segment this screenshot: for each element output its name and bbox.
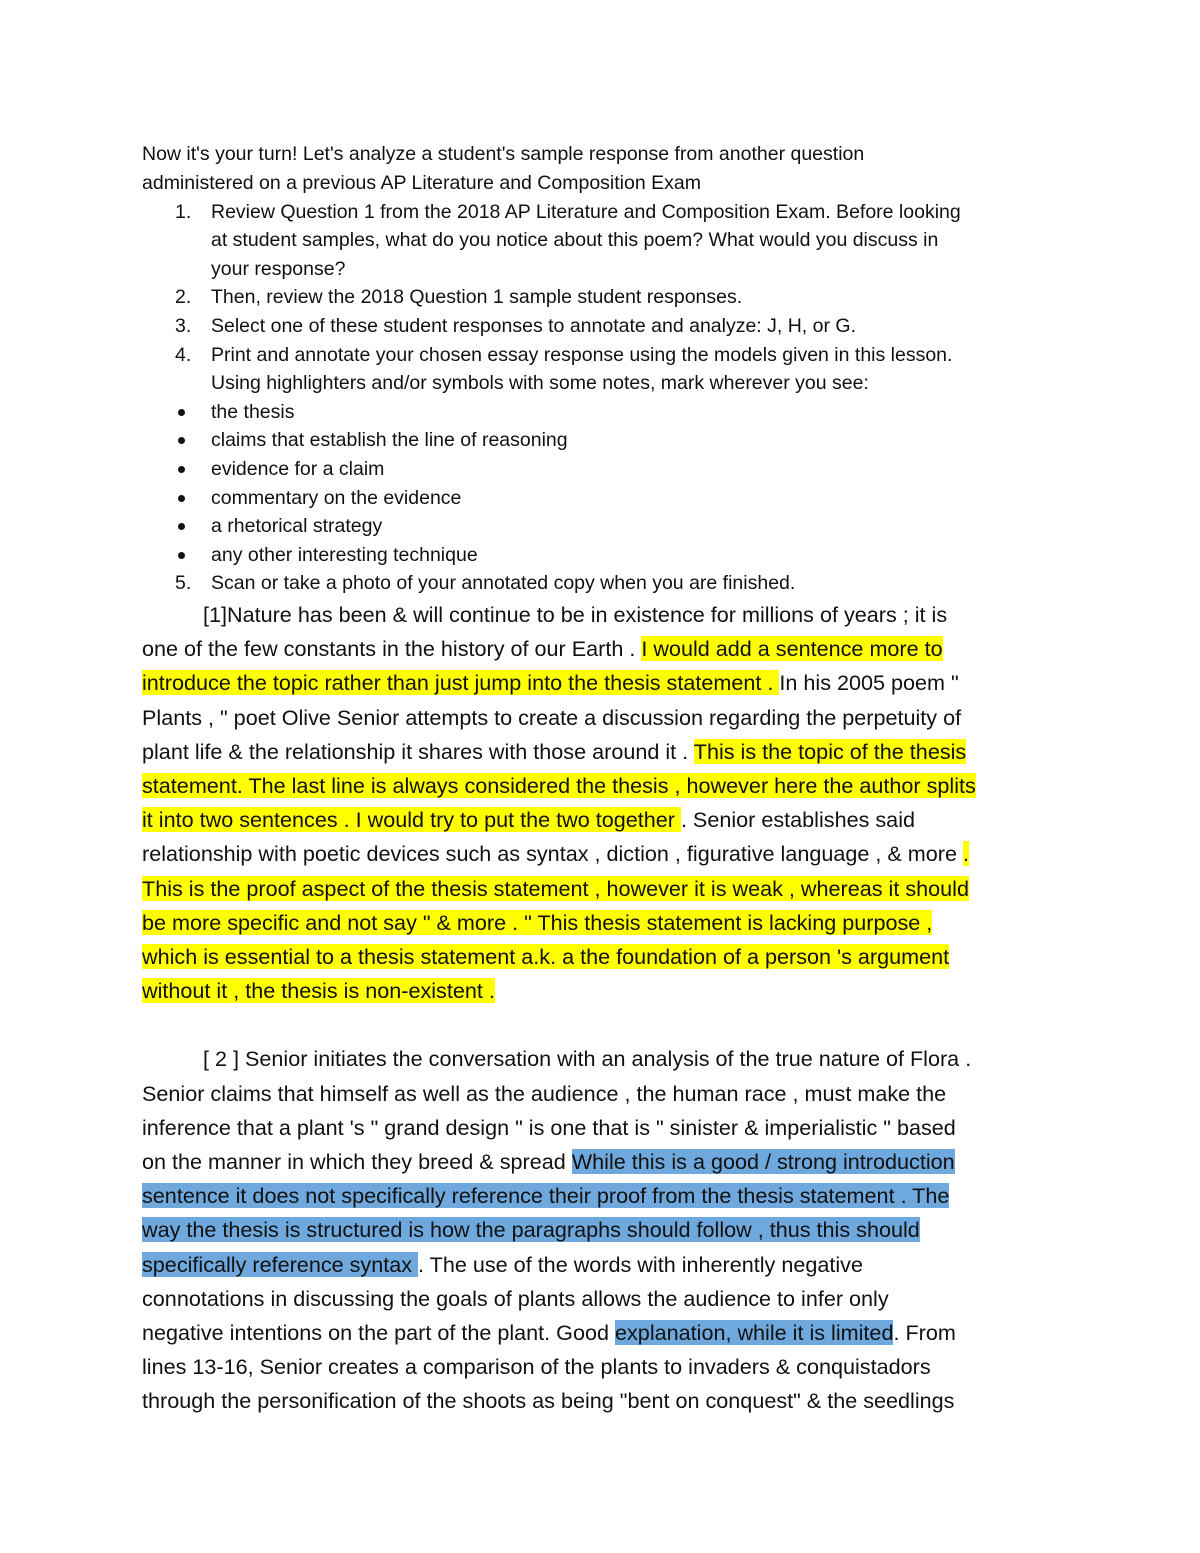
yellow-highlight-comment: statement. The last line is always considered the thesis , however here the author splits [142,772,976,798]
step-number: 1. [175,200,192,223]
bullet-icon [178,409,185,416]
bullet-icon [178,437,185,444]
step-line: Then, review the 2018 Question 1 sample student responses. [211,286,743,309]
essay-text: on the manner in which they breed & spread [142,1148,572,1174]
step-line: Review Question 1 from the 2018 AP Literature and Composition Exam. Before looking [211,200,961,223]
essay-text: lines 13-16, Senior creates a comparison of the plants to invaders & conquistadors [142,1354,931,1380]
document-page [142,140,1062,1419]
paragraph-gap [142,1008,1062,1042]
annotation-checklist [142,398,1062,570]
essay-text: one of the few constants in the history of our Earth . [142,636,642,662]
yellow-highlight-comment: be more specific and not say " & more . " This thesis statement is lacking purpose , [142,909,933,935]
blue-highlight-comment: While this is a good / strong introduction [571,1148,955,1174]
step-item [142,283,1062,312]
blue-highlight-comment: explanation, while it is limited [615,1319,894,1345]
list-item-text: the thesis [211,400,295,423]
essay-text: connotations in discussing the goals of plants allows the audience to infer only [142,1285,889,1311]
step-line: Print and annotate your chosen essay response using the models given in this lesson. [211,343,953,366]
step-line: at student samples, what do you notice about this poem? What would you discuss in [211,229,939,252]
instruction-steps-final [142,569,1062,598]
intro-line: Now it's your turn! Let's analyze a student's sample response from another question [142,143,865,165]
blue-highlight-comment: way the thesis is structured is how the paragraphs should follow , thus this should [142,1217,920,1243]
essay-paragraph-1 [142,598,1062,1008]
essay-text: Plants , " poet Olive Senior attempts to create a discussion regarding the perpetuity of [142,704,962,730]
essay-text: relationship with poetic devices such as syntax , diction , figurative language , & more [142,841,963,867]
yellow-highlight-comment: This is the proof aspect of the thesis statement , however it is weak , whereas it should [142,875,969,901]
step-line: Select one of these student responses to annotate and analyze: J, H, or G. [211,314,856,337]
list-item-text: a rhetorical strategy [211,515,383,538]
essay-text: through the personification of the shoots as being "bent on conquest" & the seedlings [142,1388,955,1414]
step-number: 4. [175,343,192,366]
list-item [142,484,1062,513]
list-item-text: any other interesting technique [211,543,478,566]
list-item-text: commentary on the evidence [211,486,462,509]
list-item-text: claims that establish the line of reasoning [211,429,568,452]
step-item [142,341,1062,398]
step-item [142,312,1062,341]
essay-text: . Senior establishes said [680,807,915,833]
instruction-steps [142,198,1062,398]
bullet-icon [178,552,185,559]
step-line: Scan or take a photo of your annotated copy when you are finished. [211,572,796,595]
yellow-highlight-comment: introduce the topic rather than just jump into the thesis statement . [142,670,780,696]
essay-paragraph-2 [142,1042,1062,1418]
essay-text: . The use of the words with inherently negative [418,1251,863,1277]
essay-text: inference that a plant 's " grand design " is one that is " sinister & imperialistic " based [142,1114,956,1140]
intro-text [142,140,1062,198]
step-line: your response? [211,257,346,280]
yellow-highlight-comment: I would add a sentence more to [641,636,943,662]
list-item [142,398,1062,427]
blue-highlight-comment: sentence it does not specifically reference their proof from the thesis statement . The [142,1183,950,1209]
essay-text: In his 2005 poem " [779,670,959,696]
yellow-highlight-comment: This is the topic of the thesis [693,738,967,764]
list-item [142,541,1062,570]
intro-line: administered on a previous AP Literature and Composition Exam [142,171,701,194]
list-item [142,455,1062,484]
blue-highlight-comment: specifically reference syntax [142,1251,419,1277]
step-line: Using highlighters and/or symbols with some notes, mark wherever you see: [211,372,869,395]
yellow-highlight-comment: which is essential to a thesis statement a.k. a the foundation of a person 's argument [142,943,950,969]
essay-text: plant life & the relationship it shares with those around it . [142,738,694,764]
list-item [142,512,1062,541]
bullet-icon [178,495,185,502]
step-number: 2. [175,286,192,309]
step-number: 3. [175,314,192,337]
yellow-highlight-comment: . [963,841,969,867]
yellow-highlight-comment: without it , the thesis is non-existent . [142,978,495,1004]
list-item-text: evidence for a claim [211,457,385,480]
essay-text: negative intentions on the part of the plant. Good [142,1319,615,1345]
step-item [142,569,1062,598]
bullet-icon [178,523,185,530]
list-item [142,426,1062,455]
step-number: 5. [175,572,192,595]
yellow-highlight-comment: it into two sentences . I would try to put the two together [142,807,681,833]
bullet-icon [178,466,185,473]
step-item [142,198,1062,284]
essay-text: Senior claims that himself as well as the audience , the human race , must make the [142,1080,947,1106]
essay-text: [ 2 ] Senior initiates the conversation with an analysis of the true nature of Flora . [203,1046,972,1072]
essay-text: . From [893,1319,956,1345]
essay-text: [1]Nature has been & will continue to be in existence for millions of years ; it is [203,601,948,627]
